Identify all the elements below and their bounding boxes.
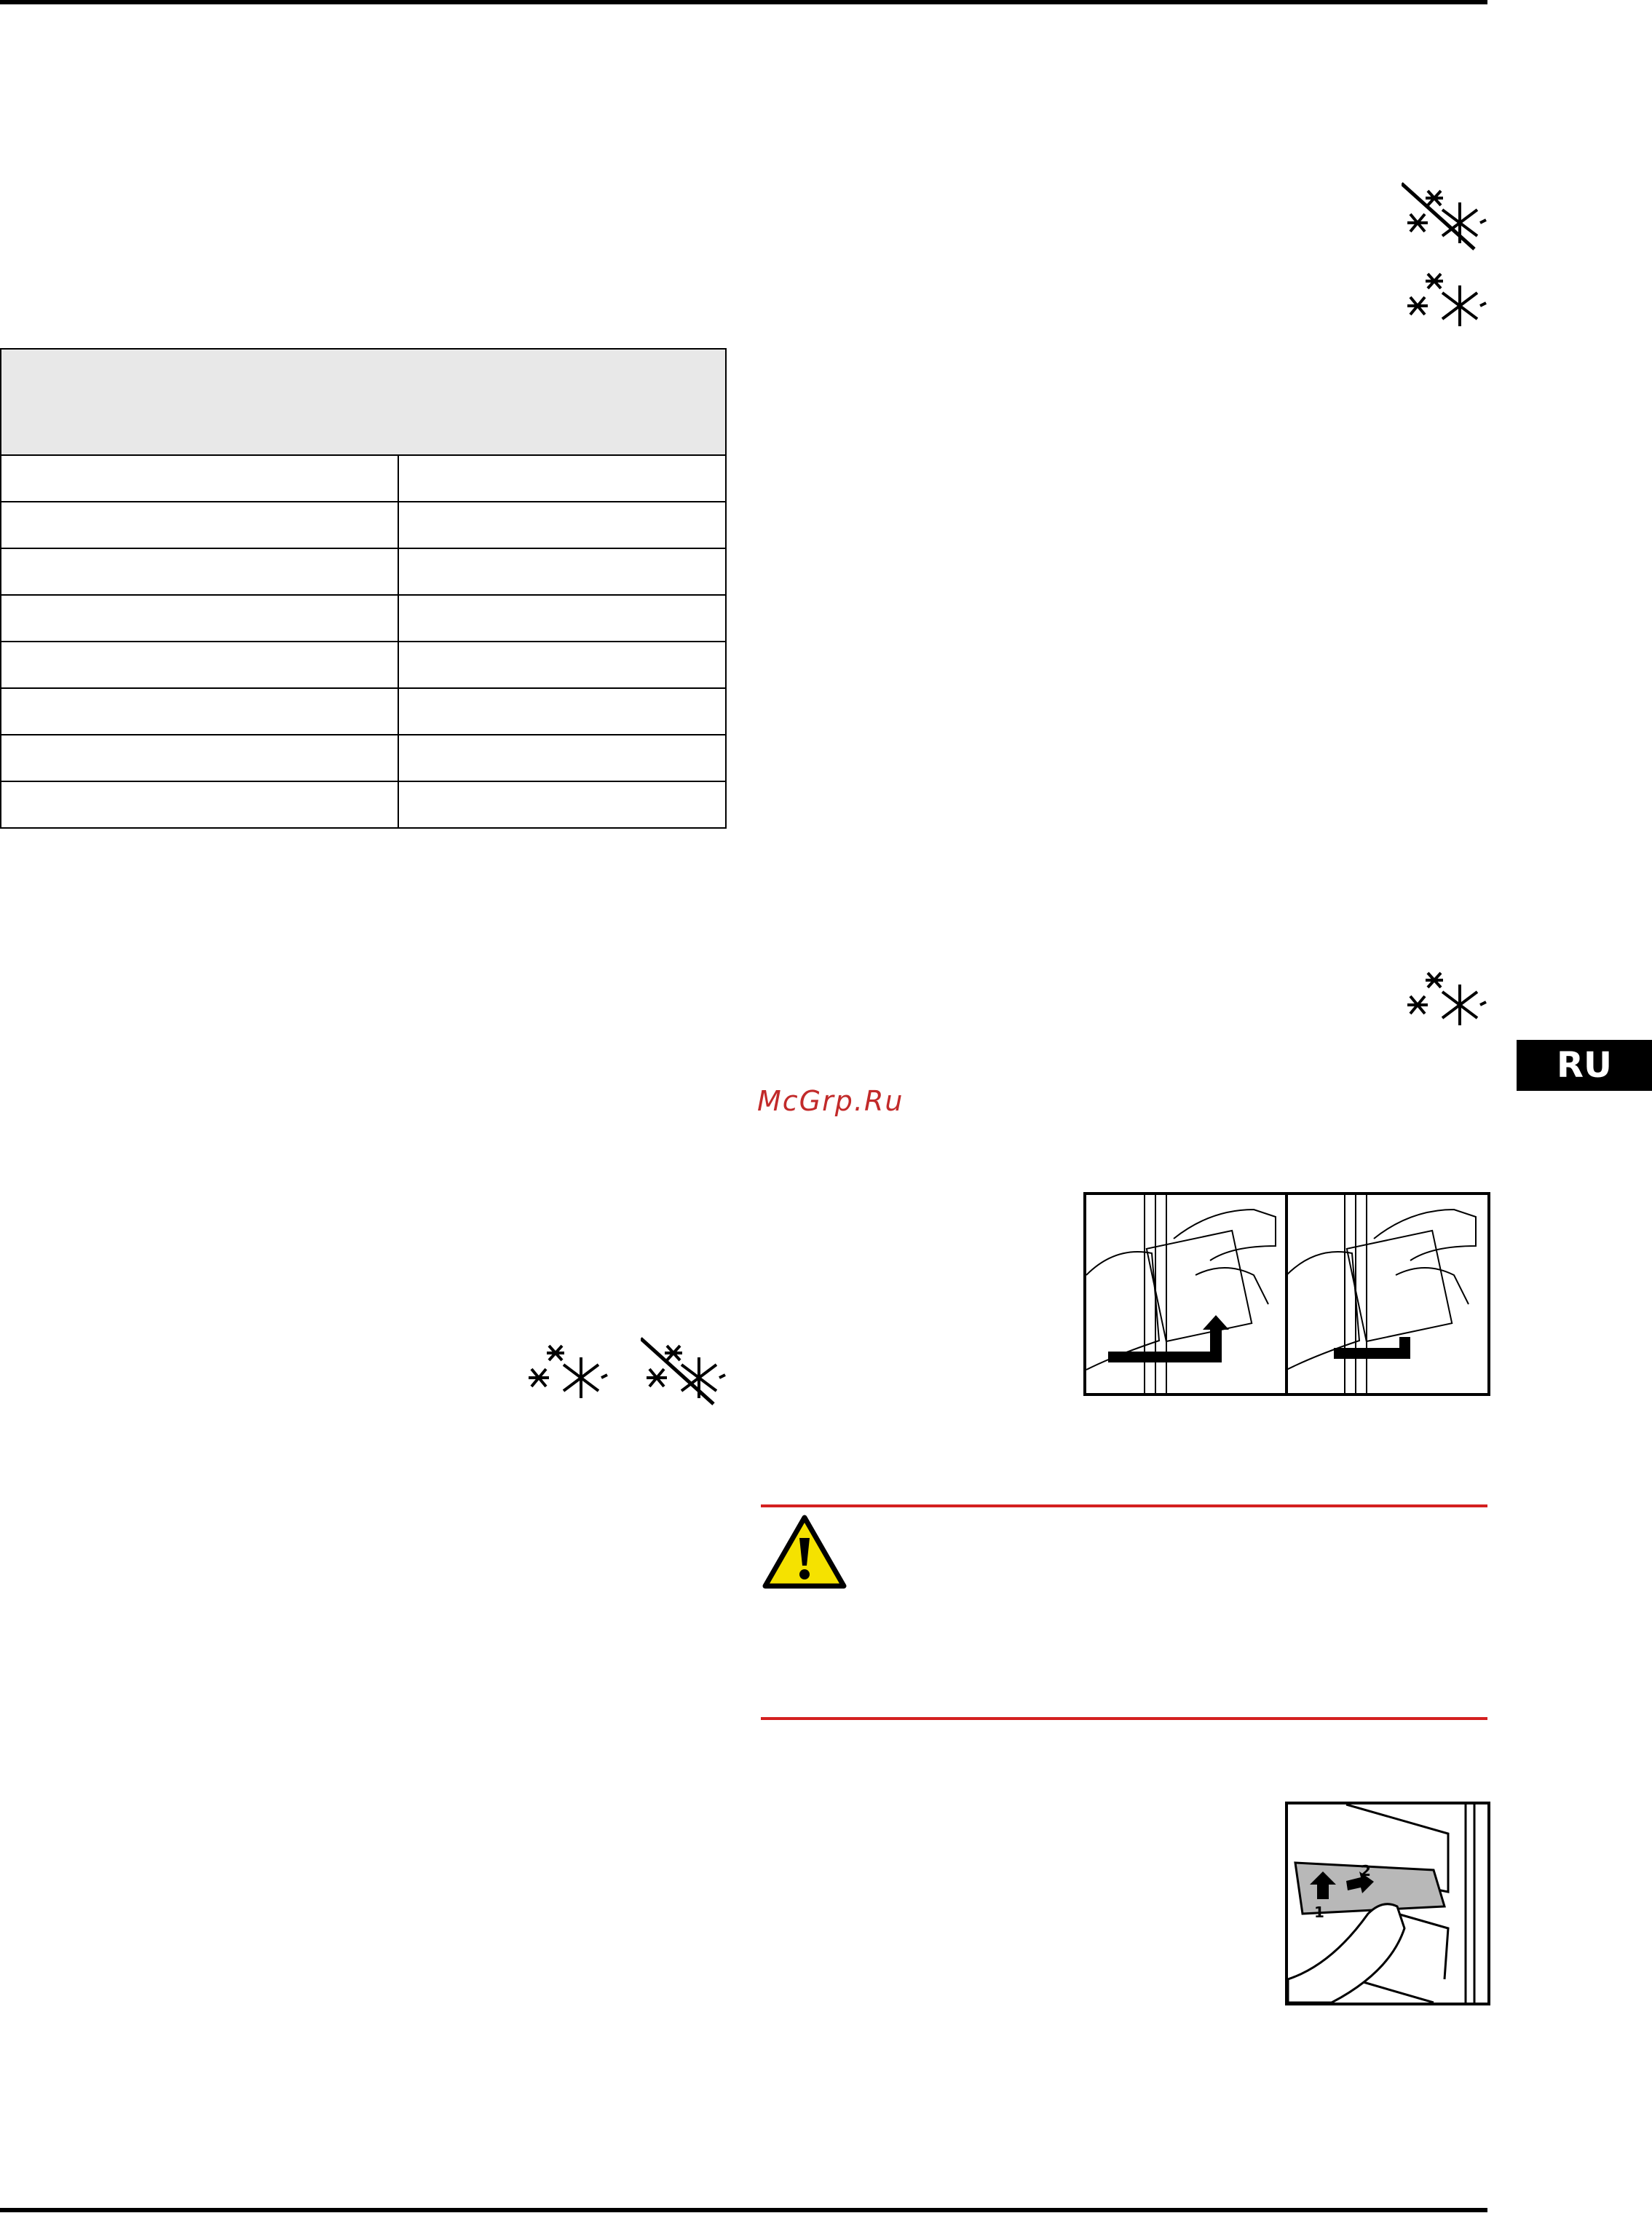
table-row bbox=[1, 548, 726, 595]
drawer-removal-drawing bbox=[1086, 1195, 1487, 1393]
language-tab: RU bbox=[1517, 1040, 1652, 1091]
table-row bbox=[1, 781, 726, 828]
three-star-freezer-icon bbox=[523, 1334, 610, 1407]
warning-top-rule bbox=[761, 1504, 1487, 1507]
svg-text:2: 2 bbox=[1361, 1862, 1371, 1879]
drawer-illustration bbox=[1083, 1192, 1490, 1396]
crossed-out-freezer-icon bbox=[1402, 179, 1489, 252]
table-row bbox=[1, 688, 726, 735]
spec-table-header bbox=[1, 349, 726, 455]
three-star-freezer-icon bbox=[1402, 262, 1489, 335]
warning-triangle-icon bbox=[761, 1513, 848, 1590]
table-row bbox=[1, 735, 726, 781]
spec-table bbox=[0, 348, 727, 829]
spec-table-header-row bbox=[1, 349, 726, 455]
shelf-removal-drawing bbox=[1288, 1804, 1487, 2003]
three-star-freezer-icon bbox=[1402, 961, 1489, 1034]
table-row bbox=[1, 455, 726, 502]
shelf-illustration bbox=[1285, 1802, 1490, 2005]
svg-text:1: 1 bbox=[1314, 1904, 1324, 1921]
warning-bottom-rule bbox=[761, 1717, 1487, 1720]
table-row bbox=[1, 502, 726, 548]
crossed-out-freezer-icon bbox=[641, 1334, 728, 1407]
watermark: McGrp.Ru bbox=[757, 1085, 904, 1117]
bottom-rule bbox=[0, 2208, 1487, 2212]
top-rule bbox=[0, 0, 1487, 4]
table-row bbox=[1, 642, 726, 688]
table-row bbox=[1, 595, 726, 642]
